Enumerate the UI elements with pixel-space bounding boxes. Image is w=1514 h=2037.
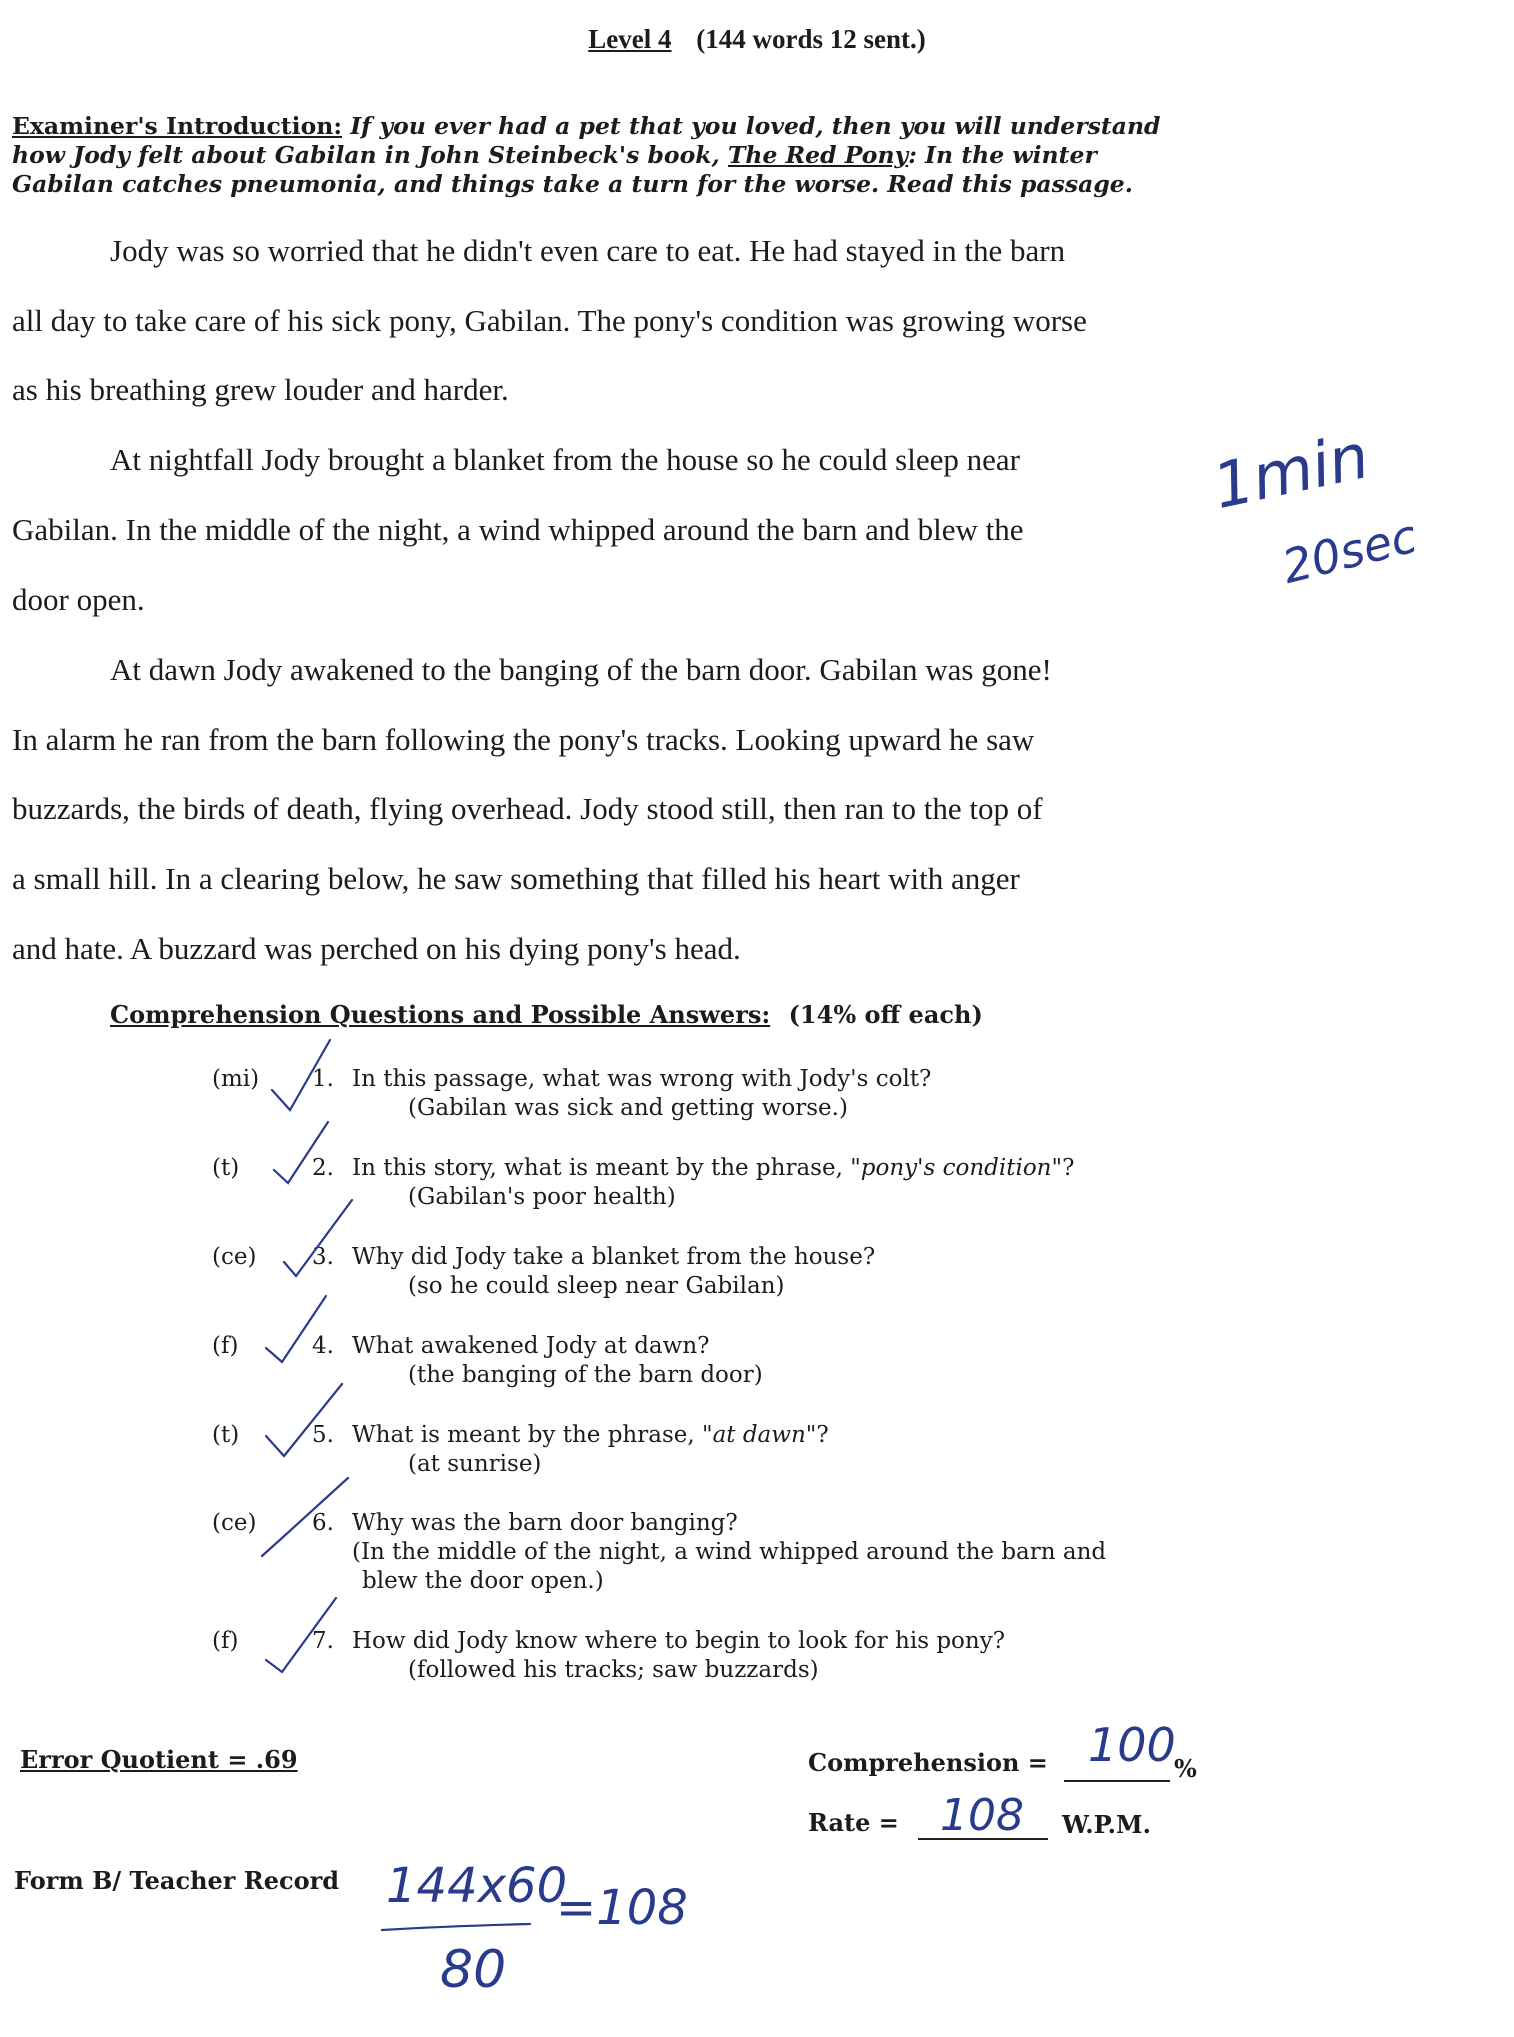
rate-label: Rate = bbox=[808, 1808, 899, 1837]
intro-text-2b: : In the winter bbox=[908, 141, 1097, 169]
comprehension-score-handwritten: 100 bbox=[1088, 1718, 1176, 1772]
passage-line: and hate. A buzzard was perched on his dying pony's head. bbox=[12, 931, 741, 966]
question-text: Why did Jody take a blanket from the house? bbox=[352, 1244, 876, 1270]
form-label: Form B/ Teacher Record bbox=[14, 1866, 340, 1895]
intro-text-2a: how Jody felt about Gabilan in John Steinbeck's book, bbox=[12, 141, 720, 169]
handwritten-time-minutes: 1min bbox=[1206, 419, 1375, 523]
question-answer: (followed his tracks; saw buzzards) bbox=[408, 1657, 819, 1683]
question-code: (f) bbox=[212, 1628, 239, 1654]
error-quotient: Error Quotient = .69 bbox=[20, 1745, 298, 1774]
level-stats: (144 words 12 sent.) bbox=[696, 24, 926, 54]
question-number: 4. bbox=[312, 1333, 334, 1359]
passage-line: as his breathing grew louder and harder. bbox=[12, 372, 509, 407]
passage-line: buzzards, the birds of death, flying overhead. Jody stood still, then ran to the top of bbox=[12, 791, 1043, 826]
percent-sign: % bbox=[1174, 1754, 1197, 1783]
question-text-italic: at dawn bbox=[712, 1422, 806, 1448]
question-text-b: "? bbox=[1051, 1155, 1075, 1181]
question-number: 5. bbox=[312, 1422, 334, 1448]
question-code: (ce) bbox=[212, 1510, 257, 1536]
question-answer: (Gabilan was sick and getting worse.) bbox=[408, 1095, 848, 1121]
level-label: Level 4 bbox=[588, 24, 672, 54]
question-number: 2. bbox=[312, 1155, 334, 1181]
question-code: (mi) bbox=[212, 1066, 260, 1092]
check-mark bbox=[266, 1384, 342, 1456]
intro-label: Examiner's Introduction: bbox=[12, 112, 342, 140]
question-text: How did Jody know where to begin to look for his pony? bbox=[352, 1628, 1006, 1654]
handwritten-time-seconds: 20sec bbox=[1276, 508, 1423, 594]
comprehension-note: (14% off each) bbox=[788, 1000, 983, 1029]
passage-line: Gabilan. In the middle of the night, a wind whipped around the barn and blew the bbox=[12, 512, 1024, 547]
question-text: Why was the barn door banging? bbox=[352, 1510, 738, 1536]
question-answer: (at sunrise) bbox=[408, 1451, 542, 1477]
question-code: (t) bbox=[212, 1155, 240, 1181]
handwritten-calc-denominator: 80 bbox=[440, 1940, 507, 2000]
question-answer: (In the middle of the night, a wind whipped around the barn and bbox=[352, 1539, 1107, 1565]
question-number: 3. bbox=[312, 1244, 334, 1270]
question-text-a: In this story, what is meant by the phrase, " bbox=[352, 1155, 861, 1181]
question-code: (t) bbox=[212, 1422, 240, 1448]
passage-line: a small hill. In a clearing below, he saw something that filled his heart with anger bbox=[12, 861, 1020, 896]
question-answer-continued: blew the door open.) bbox=[362, 1568, 604, 1594]
question-text-b: "? bbox=[805, 1422, 829, 1448]
handwritten-calc-numerator: 144x60 bbox=[386, 1858, 568, 1914]
question-text: In this passage, what was wrong with Jody's colt? bbox=[352, 1066, 932, 1092]
passage-line: At dawn Jody awakened to the banging of the barn door. Gabilan was gone! bbox=[110, 652, 1052, 687]
check-mark bbox=[274, 1122, 328, 1183]
intro-text-1: If you ever had a pet that you loved, then you will understand bbox=[350, 112, 1161, 140]
question-text-italic: pony's condition bbox=[860, 1155, 1052, 1181]
question-number: 1. bbox=[312, 1066, 334, 1092]
question-number: 7. bbox=[312, 1628, 334, 1654]
intro-book-title: The Red Pony bbox=[727, 141, 909, 169]
question-text-a: What is meant by the phrase, " bbox=[352, 1422, 713, 1448]
question-answer: (the banging of the barn door) bbox=[408, 1362, 763, 1388]
wpm-label: W.P.M. bbox=[1062, 1810, 1151, 1839]
check-mark bbox=[262, 1478, 348, 1556]
check-mark bbox=[266, 1598, 336, 1672]
passage-line: all day to take care of his sick pony, Gabilan. The pony's condition was growing worse bbox=[12, 303, 1087, 338]
check-mark bbox=[284, 1200, 352, 1276]
passage-line: In alarm he ran from the barn following the pony's tracks. Looking upward he saw bbox=[12, 722, 1035, 757]
check-mark bbox=[272, 1040, 330, 1110]
comprehension-heading-label: Comprehension Questions and Possible Answers: bbox=[110, 1000, 771, 1029]
handwritten-calc-result: =108 bbox=[556, 1880, 688, 1936]
passage-line: At nightfall Jody brought a blanket from the house so he could sleep near bbox=[110, 442, 1020, 477]
comprehension-score-label: Comprehension = bbox=[808, 1748, 1048, 1777]
question-number: 6. bbox=[312, 1510, 334, 1536]
rate-handwritten: 108 bbox=[940, 1790, 1024, 1841]
question-code: (ce) bbox=[212, 1244, 257, 1270]
check-mark bbox=[266, 1296, 326, 1362]
question-code: (f) bbox=[212, 1333, 239, 1359]
intro-text-3: Gabilan catches pneumonia, and things take a turn for the worse. Read this passage. bbox=[12, 170, 1133, 198]
question-text: What awakened Jody at dawn? bbox=[352, 1333, 710, 1359]
passage-line: Jody was so worried that he didn't even care to eat. He had stayed in the barn bbox=[110, 233, 1066, 268]
question-answer: (Gabilan's poor health) bbox=[408, 1184, 676, 1210]
fraction-bar bbox=[382, 1924, 530, 1930]
question-answer: (so he could sleep near Gabilan) bbox=[408, 1273, 785, 1299]
passage-line: door open. bbox=[12, 582, 145, 617]
